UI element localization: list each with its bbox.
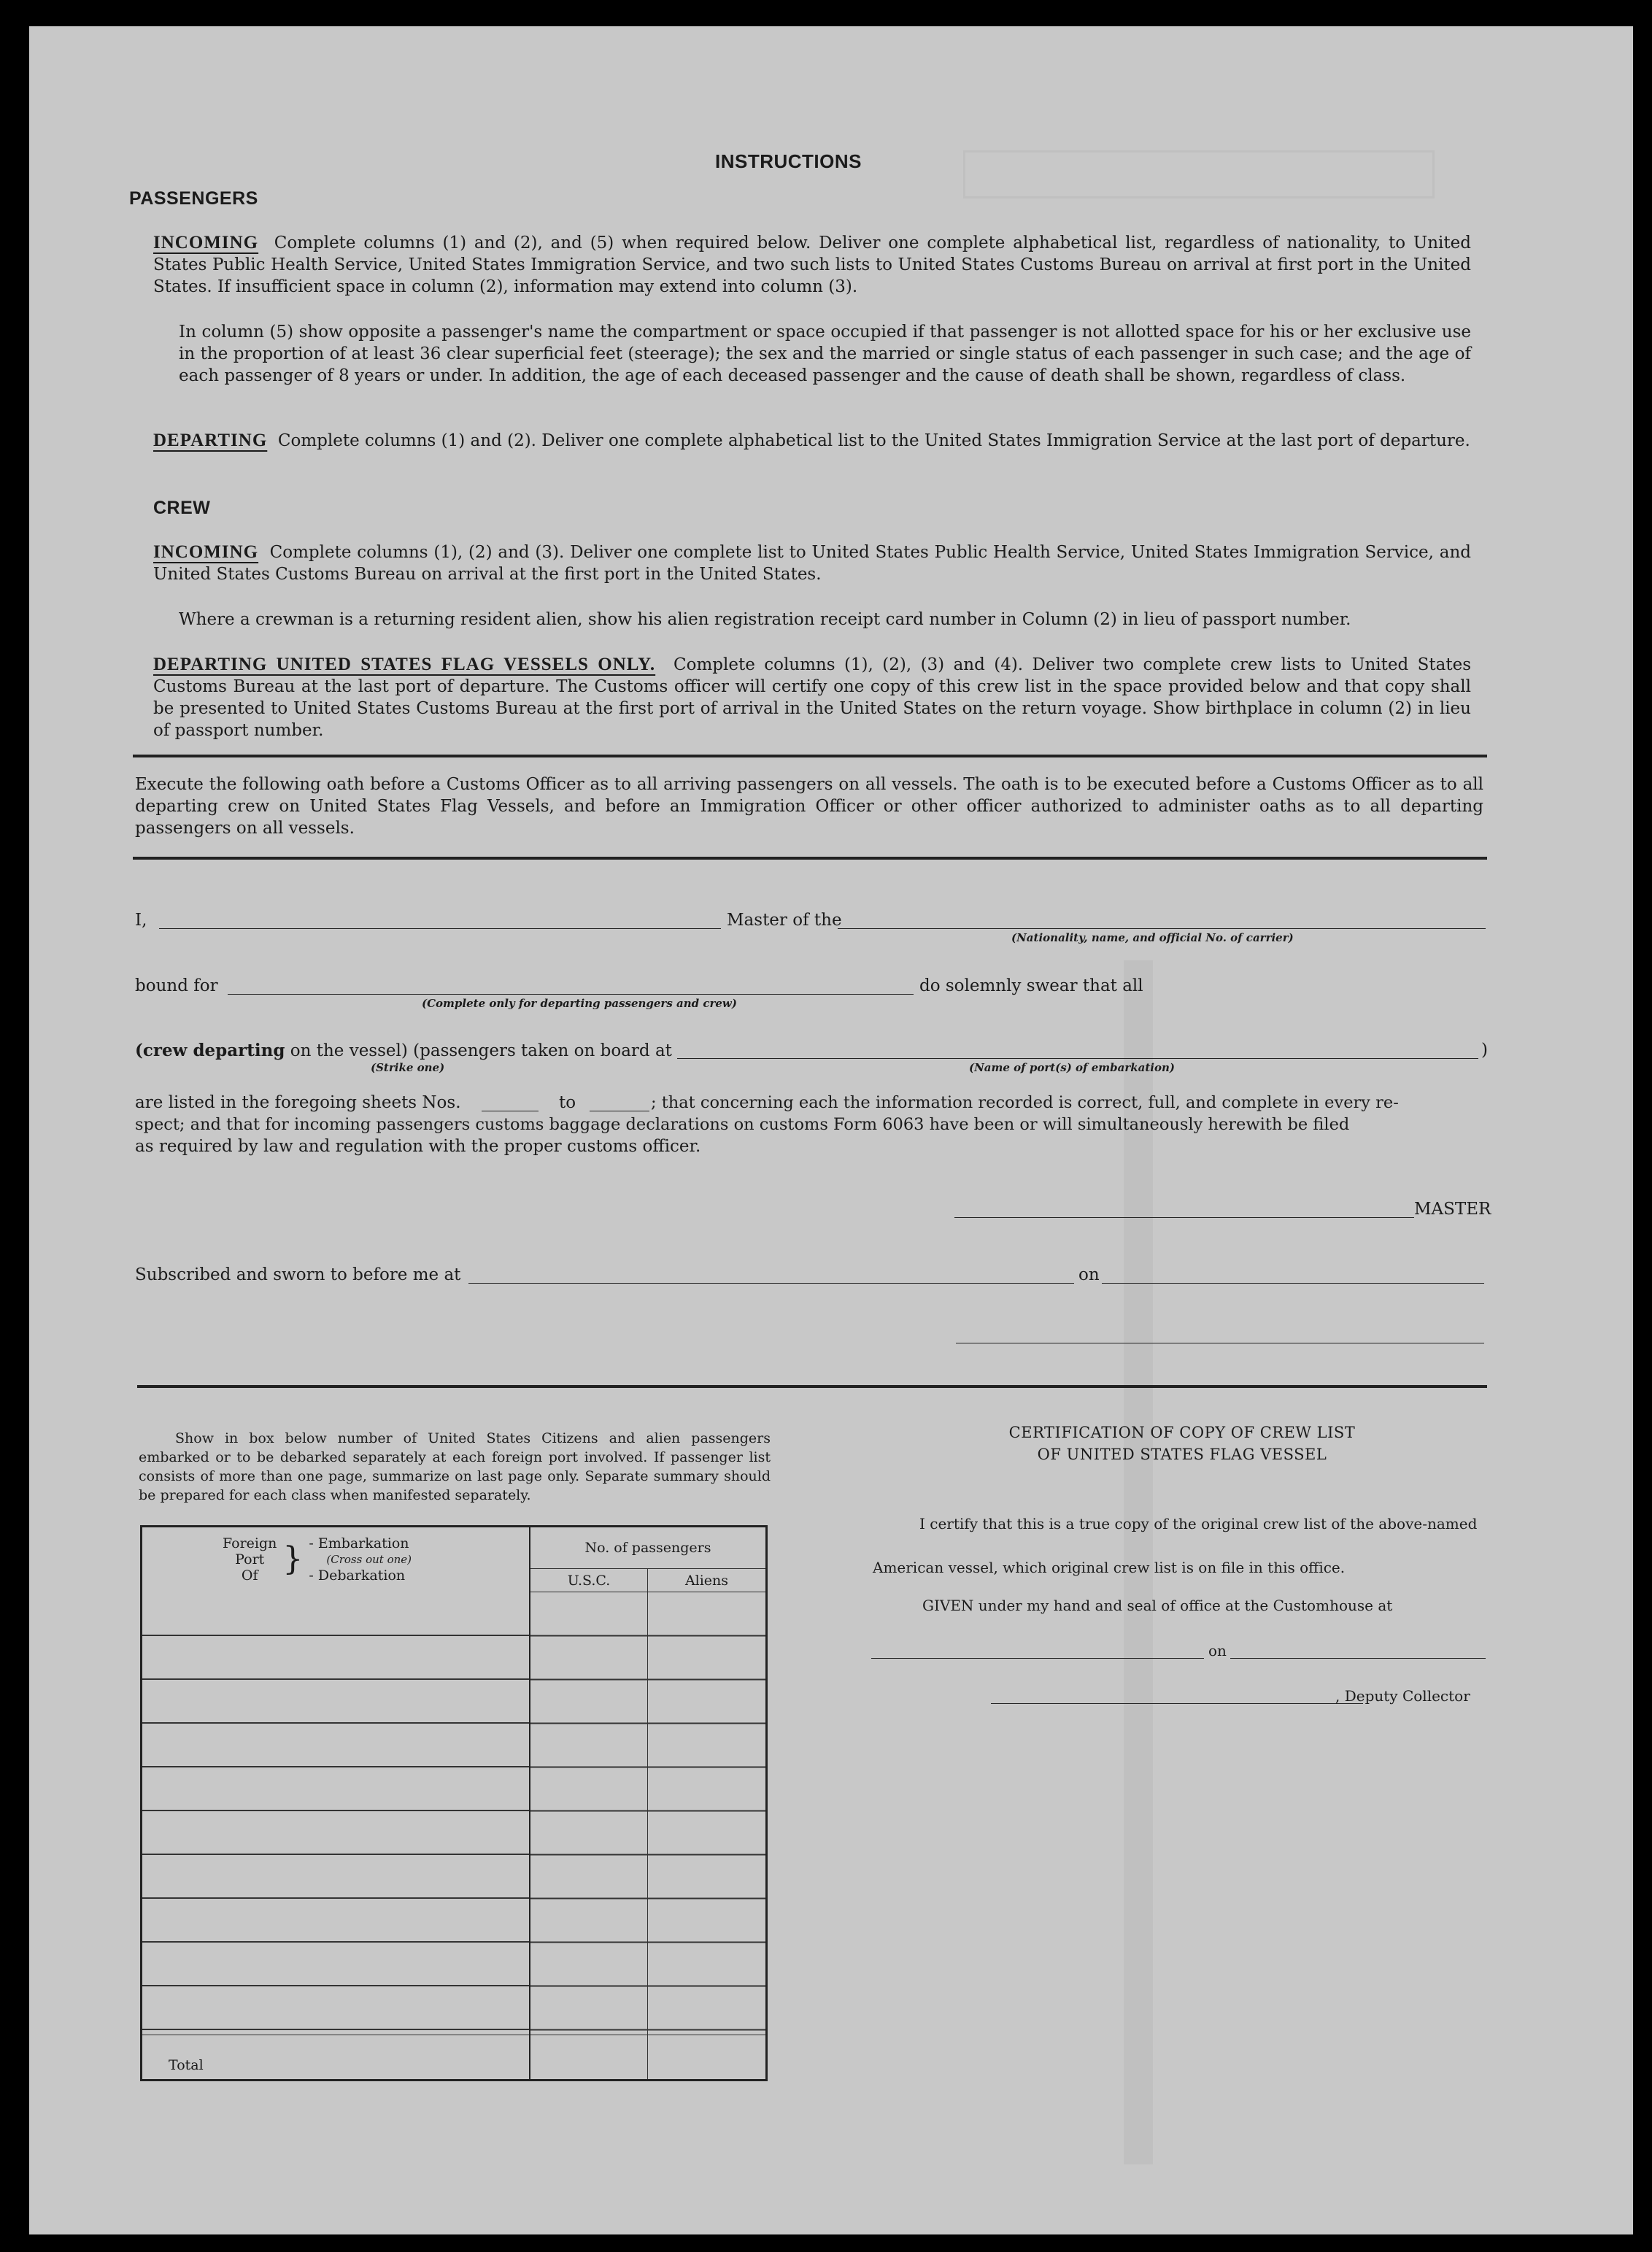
usc-entries-area[interactable] (530, 1592, 648, 2035)
on-the-vessel-text: on the vessel) (290, 1041, 408, 1060)
to-label: to (559, 1093, 576, 1112)
total-aliens-field[interactable] (648, 2035, 767, 2080)
total-label: Total (142, 2035, 530, 2080)
subscribed-text: Subscribed and sworn to before me at (135, 1265, 461, 1284)
passengers-incoming-label: INCOMING (153, 233, 259, 252)
certification-date-field[interactable] (1230, 1658, 1486, 1659)
sworn-date-field[interactable] (1102, 1283, 1484, 1284)
strike-one-caption: (Strike one) (371, 1061, 445, 1074)
passenger-summary-table (140, 1525, 768, 2081)
passengers-incoming-text: Complete columns (1) and (2), and (5) when required below. Deliver one complete alphabetical list, regardless of nationality, to United States Public Health Service, United States Immigration Service, and two such lists to United States Customs Bureau on arrival at first port in the United States. If insufficient space in column (2), information may extend into column (3). (153, 234, 1471, 296)
embarkation-label[interactable]: - Embarkation (309, 1535, 409, 1552)
listed-in-text: are listed in the foregoing sheets Nos. (135, 1093, 461, 1112)
bound-for-field[interactable] (228, 994, 914, 995)
port-label: Port (235, 1551, 265, 1568)
aliens-header: Aliens (648, 1569, 767, 1592)
oath-line2: spect; and that for incoming passengers customs baggage declarations on customs Form 6063 have been or will simultaneously herewith be filed (135, 1115, 1350, 1134)
crew-incoming-label: INCOMING (153, 542, 259, 562)
customhouse-field[interactable] (871, 1658, 1204, 1659)
close-paren: ) (1481, 1041, 1488, 1060)
given-text: GIVEN under my hand and seal of office at the Customhouse at (922, 1597, 1393, 1614)
crew-departing-text (135, 1041, 672, 1060)
section-divider (133, 755, 1487, 757)
column5-paragraph: In column (5) show opposite a passenger's name the compartment or space occupied if that passenger is not allotted space for his or her exclusive use in the proportion of at least 36 clear superficial feet (steerage); the sex and the married or single status of each passenger in such case; and the age of each passenger of 8 years or under. In addition, the age of each deceased passenger and the cause of death shall be shown, regardless of class. (179, 323, 1471, 385)
embarkation-ports-field[interactable] (677, 1058, 1478, 1059)
total-usc-field[interactable] (530, 2035, 648, 2080)
certification-on-label: on (1208, 1642, 1227, 1659)
master-name-field[interactable] (159, 928, 721, 929)
crew-heading: CREW (153, 498, 211, 518)
carrier-field[interactable] (838, 928, 1486, 929)
master-label: MASTER (1414, 1200, 1491, 1219)
summary-instructions: Show in box below number of United States Citizens and alien passengers embarked or to be debarked separately at each foreign port involved. If passenger list consists of more than one page, summarize on last page only. Separate summary should be prepared for each class when manifested separately. (139, 1430, 771, 1503)
crew-incoming-text: Complete columns (1), (2) and (3). Deliver one complete list to United States Public Health Service, United States Immigration Service, and United States Customs Bureau on arrival at the first port in the United States. (153, 543, 1471, 584)
oath-line3: as required by law and regulation with the proper customs officer. (135, 1137, 701, 1156)
ports-caption: (Name of port(s) of embarkation) (969, 1061, 1175, 1074)
crew-incoming-paragraph (153, 541, 1471, 585)
crew-departing-option[interactable]: (crew departing (135, 1041, 285, 1060)
usc-header: U.S.C. (530, 1569, 648, 1592)
master-signature-field[interactable] (954, 1217, 1414, 1218)
bleed-through-mark (963, 150, 1435, 198)
of-label: Of (241, 1567, 258, 1584)
certification-title (941, 1422, 1423, 1465)
debarkation-label[interactable]: - Debarkation (309, 1567, 406, 1584)
document-page (29, 26, 1633, 2234)
passengers-incoming-paragraph (153, 232, 1471, 298)
instructions-title: INSTRUCTIONS (715, 150, 862, 172)
crew-departing-paragraph (153, 654, 1471, 741)
certification-title-line2: OF UNITED STATES FLAG VESSEL (1037, 1446, 1327, 1463)
oath-i-label: I, (135, 911, 147, 930)
no-of-passengers-header: No. of passengers (530, 1527, 767, 1569)
bound-for-label: bound for (135, 976, 218, 995)
sworn-on-label: on (1078, 1265, 1100, 1284)
section-divider (137, 1385, 1487, 1388)
oath-intro-paragraph: Execute the following oath before a Customs Officer as to all arriving passengers on all vessels. The oath is to be executed before a Customs Officer as to all departing crew on United States Flag Vessels, and before an Immigration Officer or other officer authorized to administer oaths as to all departing passengers on all vessels. (135, 775, 1483, 838)
crew-departing-text: Complete columns (1), (2), (3) and (4). Deliver two complete crew lists to United States Customs Bureau at the last port of departure. The Customs officer will certify one copy of this crew list in the space provided below and that copy shall be presented to United States Customs Bureau at the first port of arrival in the United States on the return voyage. Show birthplace in column (2) in lieu of passport number. (153, 655, 1472, 740)
foreign-port-header (142, 1527, 530, 1592)
deputy-collector-label: , Deputy Collector (1335, 1687, 1470, 1705)
sworn-place-field[interactable] (468, 1283, 1074, 1284)
certification-title-line1: CERTIFICATION OF COPY OF CREW LIST (1008, 1424, 1356, 1441)
port-entries-area[interactable] (142, 1592, 530, 2035)
carrier-caption: (Nationality, name, and official No. of carrier) (1011, 931, 1294, 944)
certify-text: I certify that this is a true copy of the original crew list of the above-named (919, 1515, 1478, 1532)
bound-for-caption: (Complete only for departing passengers and crew) (422, 997, 737, 1010)
passengers-taken-option[interactable]: (passengers taken on board at (413, 1041, 672, 1060)
american-vessel-text: American vessel, which original crew list is on file in this office. (873, 1559, 1346, 1576)
swear-text: do solemnly swear that all (919, 976, 1143, 995)
foreign-label: Foreign (223, 1535, 277, 1552)
brace-icon: } (282, 1540, 304, 1578)
crew-resident-paragraph: Where a crewman is a returning resident alien, show his alien registration receipt card number in Column (2) in lieu of passport number. (179, 610, 1351, 629)
passengers-departing-label: DEPARTING (153, 431, 268, 450)
crew-departing-label: DEPARTING UNITED STATES FLAG VESSELS ONLY. (153, 655, 656, 674)
aliens-entries-area[interactable] (648, 1592, 767, 2035)
passengers-heading: PASSENGERS (129, 188, 258, 209)
section-divider (133, 857, 1487, 860)
listed-rest-text: ; that concerning each the information recorded is correct, full, and complete in every re- (651, 1093, 1399, 1112)
master-of-the-label: Master of the (727, 911, 842, 930)
deputy-collector-signature-field[interactable] (991, 1703, 1363, 1704)
cross-out-caption: (Cross out one) (326, 1553, 412, 1567)
passengers-departing-paragraph (153, 430, 1471, 452)
passengers-departing-text: Complete columns (1) and (2). Deliver one complete alphabetical list to the United States Immigration Service at the last port of departure. (277, 431, 1470, 450)
